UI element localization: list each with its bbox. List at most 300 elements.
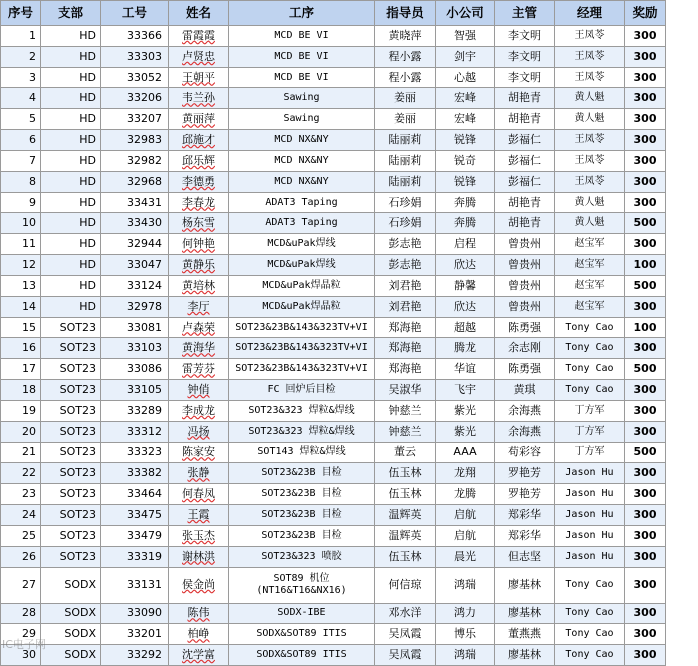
cell-company: 腾龙	[436, 338, 495, 359]
cell-branch: HD	[41, 296, 101, 317]
cell-manager: Jason Hu	[555, 463, 625, 484]
cell-manager: 黄人魁	[555, 213, 625, 234]
cell-bonus: 300	[625, 67, 666, 88]
cell-no: 9	[1, 192, 41, 213]
table-row	[1, 67, 666, 88]
cell-supervisor: 曾贵州	[495, 275, 555, 296]
cell-mentor: 陆丽莉	[375, 171, 436, 192]
cell-branch: HD	[41, 255, 101, 276]
cell-mentor: 石珍娟	[375, 192, 436, 213]
cell-company: 龙翔	[436, 463, 495, 484]
cell-manager: Jason Hu	[555, 546, 625, 567]
table-row	[1, 338, 666, 359]
cell-name: 卢贤忠	[169, 46, 229, 67]
cell-mentor: 吴凤霞	[375, 645, 436, 666]
cell-name: 李成龙	[169, 400, 229, 421]
cell-mentor: 伍玉林	[375, 463, 436, 484]
cell-supervisor: 胡艳青	[495, 192, 555, 213]
cell-id: 33382	[101, 463, 169, 484]
cell-id: 33323	[101, 442, 169, 463]
cell-bonus: 300	[625, 624, 666, 645]
cell-id: 33292	[101, 645, 169, 666]
cell-name: 陈家安	[169, 442, 229, 463]
cell-supervisor: 苟彩容	[495, 442, 555, 463]
cell-process: SOT23&323 喷胶	[229, 546, 375, 567]
cell-manager: Tony Cao	[555, 624, 625, 645]
cell-bonus: 300	[625, 546, 666, 567]
cell-process: FC 回炉后目检	[229, 380, 375, 401]
cell-id: 33366	[101, 26, 169, 47]
cell-no: 26	[1, 546, 41, 567]
col-header-process: 工序	[229, 1, 375, 26]
cell-no: 16	[1, 338, 41, 359]
cell-manager: Jason Hu	[555, 525, 625, 546]
table-row	[1, 109, 666, 130]
cell-process: MCD&uPak焊晶粒	[229, 275, 375, 296]
table-row	[1, 546, 666, 567]
cell-name: 侯金尚	[169, 567, 229, 603]
cell-no: 19	[1, 400, 41, 421]
cell-supervisor: 陈勇强	[495, 359, 555, 380]
cell-bonus: 300	[625, 192, 666, 213]
cell-company: 龙腾	[436, 484, 495, 505]
table-row	[1, 400, 666, 421]
cell-company: 启航	[436, 505, 495, 526]
cell-name: 黄静乐	[169, 255, 229, 276]
cell-bonus: 300	[625, 567, 666, 603]
cell-manager: Tony Cao	[555, 317, 625, 338]
cell-bonus: 300	[625, 234, 666, 255]
table-row	[1, 192, 666, 213]
cell-no: 30	[1, 645, 41, 666]
cell-mentor: 郑海艳	[375, 359, 436, 380]
cell-manager: 黄人魁	[555, 88, 625, 109]
cell-name: 王朝平	[169, 67, 229, 88]
table-row	[1, 296, 666, 317]
cell-name: 黄培林	[169, 275, 229, 296]
cell-branch: SOT23	[41, 359, 101, 380]
cell-bonus: 300	[625, 380, 666, 401]
cell-branch: SOT23	[41, 421, 101, 442]
cell-branch: SOT23	[41, 338, 101, 359]
cell-company: 欣达	[436, 296, 495, 317]
cell-process: SOT23&23B&143&323TV+VI	[229, 359, 375, 380]
cell-company: 剑宇	[436, 46, 495, 67]
cell-process: SOT143 焊粒&焊线	[229, 442, 375, 463]
cell-process: Sawing	[229, 109, 375, 130]
cell-manager: 赵宝军	[555, 255, 625, 276]
table-row	[1, 484, 666, 505]
table-row	[1, 46, 666, 67]
cell-bonus: 300	[625, 505, 666, 526]
cell-bonus: 300	[625, 645, 666, 666]
cell-supervisor: 余志刚	[495, 338, 555, 359]
cell-name: 黄海华	[169, 338, 229, 359]
cell-supervisor: 胡艳青	[495, 213, 555, 234]
cell-supervisor: 胡艳青	[495, 109, 555, 130]
cell-manager: Tony Cao	[555, 359, 625, 380]
cell-mentor: 黄晓萍	[375, 26, 436, 47]
table-row	[1, 567, 666, 603]
cell-bonus: 300	[625, 296, 666, 317]
cell-no: 21	[1, 442, 41, 463]
cell-branch: HD	[41, 275, 101, 296]
cell-company: 紫光	[436, 400, 495, 421]
table-row	[1, 255, 666, 276]
col-header-mentor: 指导员	[375, 1, 436, 26]
cell-mentor: 程小露	[375, 67, 436, 88]
cell-process: MCD&uPak焊晶粒	[229, 296, 375, 317]
cell-no: 25	[1, 525, 41, 546]
cell-supervisor: 廖基林	[495, 645, 555, 666]
table-row	[1, 317, 666, 338]
cell-no: 5	[1, 109, 41, 130]
cell-bonus: 300	[625, 400, 666, 421]
cell-process: MCD NX&NY	[229, 171, 375, 192]
cell-id: 32983	[101, 130, 169, 151]
col-header-branch: 支部	[41, 1, 101, 26]
table-row	[1, 624, 666, 645]
cell-name: 沈学富	[169, 645, 229, 666]
cell-branch: SOT23	[41, 484, 101, 505]
cell-id: 33431	[101, 192, 169, 213]
cell-supervisor: 曾贵州	[495, 255, 555, 276]
cell-id: 32944	[101, 234, 169, 255]
cell-supervisor: 曾贵州	[495, 296, 555, 317]
cell-name: 邱乐辉	[169, 150, 229, 171]
cell-branch: SODX	[41, 567, 101, 603]
cell-name: 谢林洪	[169, 546, 229, 567]
cell-company: 静馨	[436, 275, 495, 296]
cell-bonus: 500	[625, 275, 666, 296]
cell-mentor: 吴凤霞	[375, 624, 436, 645]
cell-supervisor: 黄琪	[495, 380, 555, 401]
cell-name: 何钟艳	[169, 234, 229, 255]
cell-company: 宏峰	[436, 109, 495, 130]
cell-name: 何春凤	[169, 484, 229, 505]
cell-company: 鸿瑞	[436, 567, 495, 603]
cell-name: 李德勇	[169, 171, 229, 192]
cell-company: 欣达	[436, 255, 495, 276]
cell-no: 22	[1, 463, 41, 484]
cell-company: 奔腾	[436, 213, 495, 234]
cell-mentor: 彭志艳	[375, 255, 436, 276]
cell-id: 33090	[101, 603, 169, 624]
table-row	[1, 234, 666, 255]
cell-no: 20	[1, 421, 41, 442]
cell-manager: 王凤苓	[555, 150, 625, 171]
cell-company: 锐锋	[436, 171, 495, 192]
cell-process: SOT23&23B 目检	[229, 463, 375, 484]
cell-branch: HD	[41, 130, 101, 151]
cell-branch: SOT23	[41, 505, 101, 526]
cell-no: 6	[1, 130, 41, 151]
cell-supervisor: 彭福仁	[495, 150, 555, 171]
cell-no: 7	[1, 150, 41, 171]
cell-manager: 赵宝军	[555, 275, 625, 296]
cell-id: 33479	[101, 525, 169, 546]
cell-manager: Tony Cao	[555, 645, 625, 666]
cell-bonus: 500	[625, 359, 666, 380]
cell-bonus: 300	[625, 46, 666, 67]
cell-bonus: 300	[625, 525, 666, 546]
table-row	[1, 603, 666, 624]
col-header-supervisor: 主管	[495, 1, 555, 26]
cell-mentor: 吴淑华	[375, 380, 436, 401]
cell-supervisor: 陈勇强	[495, 317, 555, 338]
cell-name: 李厅	[169, 296, 229, 317]
cell-id: 33105	[101, 380, 169, 401]
cell-mentor: 伍玉林	[375, 546, 436, 567]
cell-name: 卢森荣	[169, 317, 229, 338]
cell-no: 12	[1, 255, 41, 276]
cell-branch: SOT23	[41, 317, 101, 338]
cell-mentor: 温辉英	[375, 525, 436, 546]
cell-no: 24	[1, 505, 41, 526]
cell-no: 4	[1, 88, 41, 109]
cell-no: 14	[1, 296, 41, 317]
cell-bonus: 500	[625, 442, 666, 463]
cell-manager: 赵宝军	[555, 234, 625, 255]
cell-branch: HD	[41, 150, 101, 171]
cell-name: 李春龙	[169, 192, 229, 213]
cell-no: 11	[1, 234, 41, 255]
table-row	[1, 463, 666, 484]
table-row	[1, 150, 666, 171]
cell-company: 超越	[436, 317, 495, 338]
table-row	[1, 130, 666, 151]
cell-no: 27	[1, 567, 41, 603]
cell-process: MCD NX&NY	[229, 150, 375, 171]
cell-bonus: 300	[625, 26, 666, 47]
cell-process: SODX-IBE	[229, 603, 375, 624]
cell-process: SOT23&23B&143&323TV+VI	[229, 338, 375, 359]
cell-id: 33201	[101, 624, 169, 645]
cell-bonus: 300	[625, 603, 666, 624]
cell-manager: Tony Cao	[555, 338, 625, 359]
cell-id: 33081	[101, 317, 169, 338]
cell-no: 13	[1, 275, 41, 296]
cell-branch: SOT23	[41, 400, 101, 421]
cell-mentor: 姜丽	[375, 88, 436, 109]
cell-manager: Tony Cao	[555, 380, 625, 401]
cell-manager: 王凤苓	[555, 46, 625, 67]
table-row	[1, 26, 666, 47]
col-header-id: 工号	[101, 1, 169, 26]
cell-no: 29	[1, 624, 41, 645]
cell-bonus: 300	[625, 421, 666, 442]
cell-process: Sawing	[229, 88, 375, 109]
cell-process: SOT23&323 焊粒&焊线	[229, 421, 375, 442]
col-header-company: 小公司	[436, 1, 495, 26]
cell-mentor: 姜丽	[375, 109, 436, 130]
cell-name: 王霞	[169, 505, 229, 526]
cell-bonus: 100	[625, 255, 666, 276]
cell-company: 锐锋	[436, 130, 495, 151]
cell-process: MCD BE VI	[229, 46, 375, 67]
cell-branch: HD	[41, 88, 101, 109]
col-header-name: 姓名	[169, 1, 229, 26]
cell-manager: 王凤苓	[555, 171, 625, 192]
cell-process: SOT23&23B 目检	[229, 525, 375, 546]
cell-supervisor: 余海燕	[495, 400, 555, 421]
cell-branch: SOT23	[41, 546, 101, 567]
cell-bonus: 300	[625, 338, 666, 359]
table-row	[1, 359, 666, 380]
cell-manager: Jason Hu	[555, 505, 625, 526]
cell-id: 33430	[101, 213, 169, 234]
cell-process: MCD&uPak焊线	[229, 255, 375, 276]
cell-process: SOT23&23B&143&323TV+VI	[229, 317, 375, 338]
table-row	[1, 505, 666, 526]
cell-mentor: 温辉英	[375, 505, 436, 526]
cell-branch: SOT23	[41, 380, 101, 401]
cell-company: 博乐	[436, 624, 495, 645]
cell-process: SOT89 机位 (NT16&T16&NX16)	[229, 567, 375, 603]
cell-id: 33464	[101, 484, 169, 505]
cell-mentor: 董云	[375, 442, 436, 463]
cell-process: SOT23&23B 目检	[229, 484, 375, 505]
cell-company: 宏峰	[436, 88, 495, 109]
cell-supervisor: 廖基林	[495, 603, 555, 624]
table-row	[1, 525, 666, 546]
cell-company: 心越	[436, 67, 495, 88]
cell-company: 华谊	[436, 359, 495, 380]
table-row	[1, 171, 666, 192]
cell-name: 黄丽萍	[169, 109, 229, 130]
cell-name: 张玉杰	[169, 525, 229, 546]
col-header-no: 序号	[1, 1, 41, 26]
cell-id: 33103	[101, 338, 169, 359]
cell-mentor: 伍玉林	[375, 484, 436, 505]
table-row	[1, 213, 666, 234]
cell-branch: SODX	[41, 603, 101, 624]
cell-process: ADAT3 Taping	[229, 213, 375, 234]
table-row	[1, 380, 666, 401]
cell-company: 启程	[436, 234, 495, 255]
cell-name: 张静	[169, 463, 229, 484]
cell-branch: HD	[41, 26, 101, 47]
cell-company: 智强	[436, 26, 495, 47]
cell-bonus: 300	[625, 484, 666, 505]
cell-mentor: 钟慈兰	[375, 400, 436, 421]
cell-supervisor: 曾贵州	[495, 234, 555, 255]
cell-branch: SODX	[41, 645, 101, 666]
cell-name: 陈伟	[169, 603, 229, 624]
cell-process: SOT23&323 焊粒&焊线	[229, 400, 375, 421]
cell-supervisor: 郑彩华	[495, 525, 555, 546]
cell-company: 鸿瑞	[436, 645, 495, 666]
cell-process: MCD NX&NY	[229, 130, 375, 151]
table-row	[1, 275, 666, 296]
cell-no: 10	[1, 213, 41, 234]
cell-supervisor: 廖基林	[495, 567, 555, 603]
cell-supervisor: 余海燕	[495, 421, 555, 442]
cell-mentor: 郑海艳	[375, 338, 436, 359]
cell-process: ADAT3 Taping	[229, 192, 375, 213]
cell-company: 飞宇	[436, 380, 495, 401]
table-row	[1, 88, 666, 109]
cell-company: 鸿力	[436, 603, 495, 624]
cell-supervisor: 李文明	[495, 26, 555, 47]
cell-mentor: 郑海艳	[375, 317, 436, 338]
cell-branch: SOT23	[41, 442, 101, 463]
cell-id: 32978	[101, 296, 169, 317]
cell-manager: Tony Cao	[555, 567, 625, 603]
cell-id: 33206	[101, 88, 169, 109]
cell-manager: Jason Hu	[555, 484, 625, 505]
cell-supervisor: 但志坚	[495, 546, 555, 567]
cell-name: 冯扬	[169, 421, 229, 442]
cell-supervisor: 董燕燕	[495, 624, 555, 645]
cell-name: 杨东雪	[169, 213, 229, 234]
cell-mentor: 石珍娟	[375, 213, 436, 234]
cell-id: 33124	[101, 275, 169, 296]
cell-bonus: 300	[625, 171, 666, 192]
cell-supervisor: 彭福仁	[495, 171, 555, 192]
cell-name: 钟俏	[169, 380, 229, 401]
cell-manager: Tony Cao	[555, 603, 625, 624]
cell-id: 33303	[101, 46, 169, 67]
cell-id: 33475	[101, 505, 169, 526]
cell-mentor: 彭志艳	[375, 234, 436, 255]
cell-branch: HD	[41, 67, 101, 88]
cell-process: SOT23&23B 目检	[229, 505, 375, 526]
cell-name: 雷芳芬	[169, 359, 229, 380]
cell-company: 启航	[436, 525, 495, 546]
cell-bonus: 300	[625, 109, 666, 130]
cell-no: 18	[1, 380, 41, 401]
cell-supervisor: 胡艳青	[495, 88, 555, 109]
cell-no: 1	[1, 26, 41, 47]
cell-no: 23	[1, 484, 41, 505]
cell-process: SODX&SOT89 ITIS	[229, 624, 375, 645]
cell-mentor: 程小露	[375, 46, 436, 67]
cell-mentor: 钟慈兰	[375, 421, 436, 442]
cell-process: SODX&SOT89 ITIS	[229, 645, 375, 666]
cell-company: 晨光	[436, 546, 495, 567]
cell-process: MCD&uPak焊线	[229, 234, 375, 255]
cell-name: 雷霞霞	[169, 26, 229, 47]
cell-branch: HD	[41, 171, 101, 192]
cell-bonus: 100	[625, 317, 666, 338]
cell-id: 33047	[101, 255, 169, 276]
cell-bonus: 300	[625, 150, 666, 171]
cell-supervisor: 罗艳芳	[495, 463, 555, 484]
cell-manager: 丁方军	[555, 421, 625, 442]
cell-supervisor: 李文明	[495, 46, 555, 67]
cell-branch: HD	[41, 234, 101, 255]
cell-bonus: 300	[625, 463, 666, 484]
cell-mentor: 何信琼	[375, 567, 436, 603]
cell-supervisor: 郑彩华	[495, 505, 555, 526]
col-header-bonus: 奖励	[625, 1, 666, 26]
cell-bonus: 300	[625, 88, 666, 109]
cell-branch: HD	[41, 213, 101, 234]
cell-manager: 王凤苓	[555, 130, 625, 151]
cell-name: 韦兰孙	[169, 88, 229, 109]
cell-manager: 丁方军	[555, 442, 625, 463]
cell-id: 33086	[101, 359, 169, 380]
cell-name: 柏峥	[169, 624, 229, 645]
cell-branch: HD	[41, 192, 101, 213]
cell-manager: 王凤苓	[555, 67, 625, 88]
cell-company: 锐奇	[436, 150, 495, 171]
cell-branch: SOT23	[41, 463, 101, 484]
cell-manager: 赵宝军	[555, 296, 625, 317]
cell-manager: 丁方军	[555, 400, 625, 421]
col-header-manager: 经理	[555, 1, 625, 26]
